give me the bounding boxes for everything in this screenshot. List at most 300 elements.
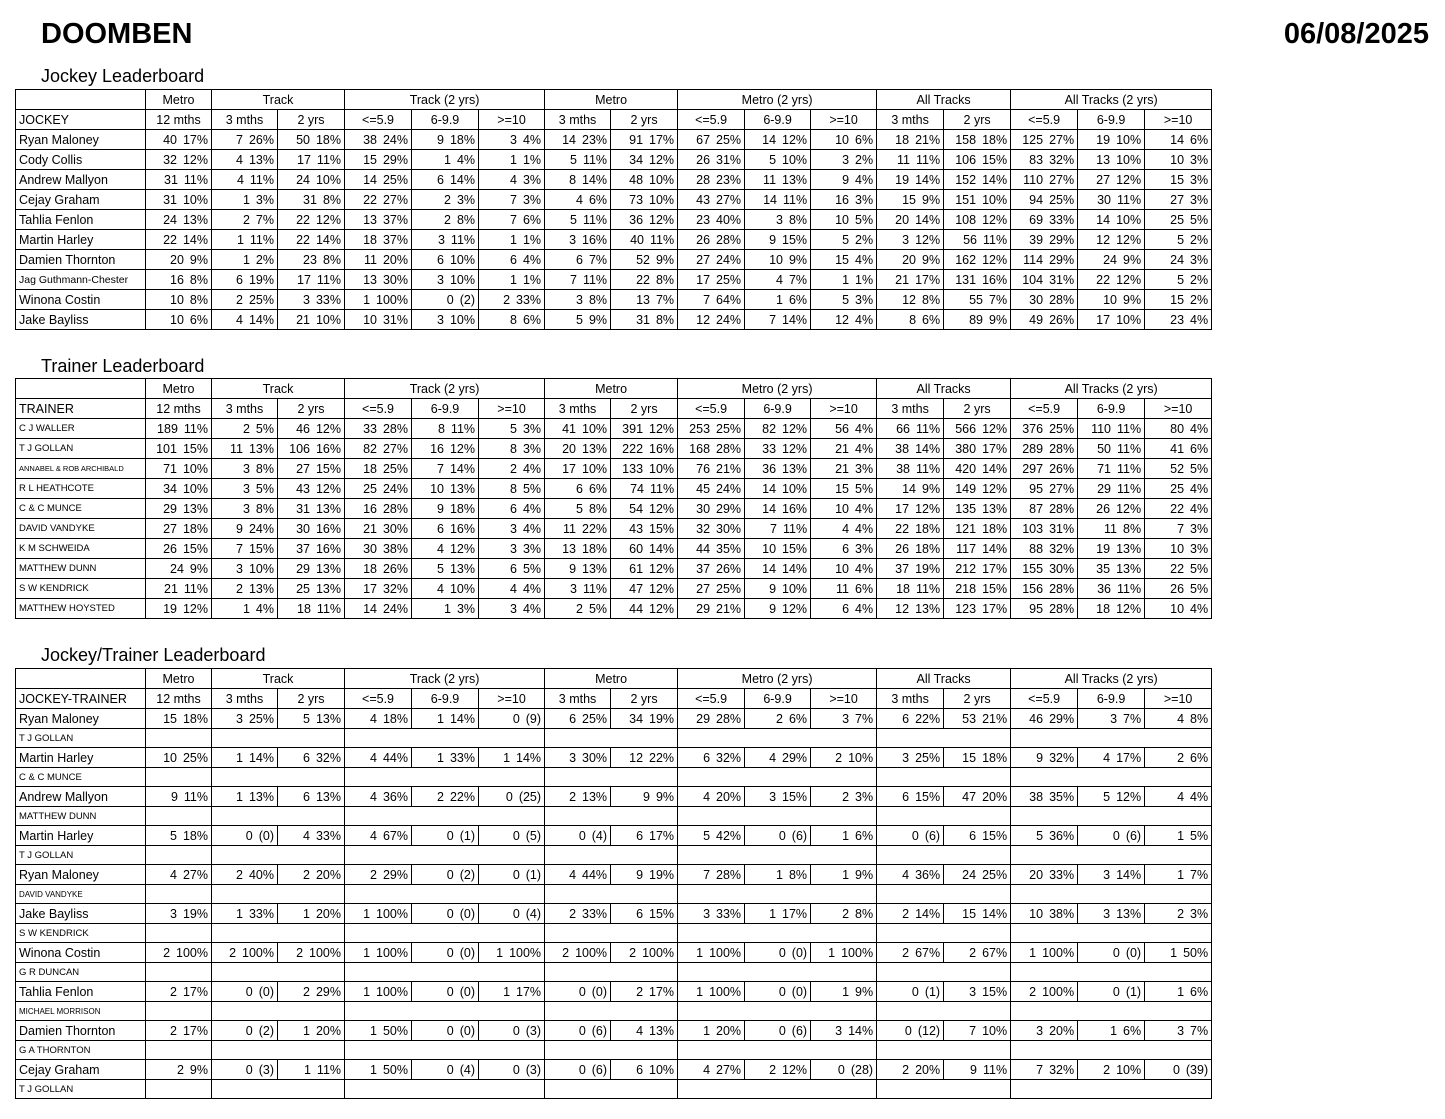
stat-count: 2 <box>443 192 451 207</box>
stat-pct: 11% <box>649 232 675 247</box>
stat-pct: 5% <box>1190 212 1209 227</box>
stat-cell <box>212 150 278 170</box>
stat-count: 155 <box>1022 561 1044 576</box>
column-header: 3 mths <box>545 110 611 130</box>
stat-cell <box>479 310 545 330</box>
venue-title: DOOMBEN <box>41 18 193 50</box>
stat-count: 25 <box>363 481 377 496</box>
stat-cell <box>212 479 278 499</box>
stat-cell <box>745 559 811 579</box>
stat-cell <box>678 439 745 459</box>
stat-count: 156 <box>1022 581 1044 596</box>
stat-pct: 15% <box>982 984 1008 999</box>
column-group-header: Metro (2 yrs) <box>678 90 877 110</box>
stat-pct: 8% <box>255 501 274 516</box>
stat-pct: 50% <box>382 1023 409 1038</box>
stat-count: 0 <box>245 984 253 999</box>
stat-count: 0 <box>1112 945 1120 960</box>
stat-pct: 13% <box>649 1023 675 1038</box>
stat-pct: 5% <box>588 601 608 616</box>
stat-cell <box>877 943 944 963</box>
stat-cell <box>745 904 811 924</box>
stat-count: 38 <box>1029 789 1044 804</box>
column-group-header: Metro (2 yrs) <box>678 669 877 689</box>
stat-cell <box>944 559 1011 579</box>
stat-count: 54 <box>629 501 644 516</box>
stat-count: 1 <box>242 601 250 616</box>
stat-count: 14 <box>762 132 777 147</box>
stat-cell <box>611 1021 678 1041</box>
stat-cell <box>944 709 1011 729</box>
stat-cell <box>745 230 811 250</box>
stat-pct: 9% <box>189 1062 208 1077</box>
stat-cell <box>1145 579 1212 599</box>
stat-count: 53 <box>962 711 977 726</box>
stat-count: 0 <box>578 984 586 999</box>
stat-cell <box>678 539 745 559</box>
jockey-leaderboard-table <box>15 89 1212 330</box>
stat-count: 7 <box>770 521 777 536</box>
stat-count: 0 <box>1112 828 1120 843</box>
stat-pct: 5% <box>1190 461 1209 476</box>
stat-pct: 8% <box>189 272 208 287</box>
stat-cell <box>278 1021 345 1041</box>
stat-count: 2 <box>969 945 977 960</box>
stat-pct: 4% <box>1190 601 1209 616</box>
empty-cell <box>212 924 345 943</box>
stat-count: 420 <box>955 461 977 476</box>
stat-cell <box>212 904 278 924</box>
stat-pct: 8% <box>588 292 608 307</box>
stat-pct: 11% <box>916 421 941 436</box>
stat-cell <box>212 230 278 250</box>
stat-pct: 5% <box>855 212 874 227</box>
stat-count: 2 <box>170 984 177 999</box>
stat-count: 2 <box>629 945 637 960</box>
stat-count: 26 <box>696 152 711 167</box>
column-header: 12 mths <box>146 689 212 709</box>
stat-count: 12 <box>696 312 711 327</box>
stat-count: 30 <box>296 521 310 536</box>
stat-pct: 6% <box>588 192 608 207</box>
stat-pct: 36% <box>1049 828 1075 843</box>
stat-count: 9 <box>437 501 444 516</box>
stat-pct: 9% <box>922 481 941 496</box>
stat-count: 12 <box>902 292 917 307</box>
stat-cell <box>745 499 811 519</box>
stat-count: 0 <box>837 1062 845 1077</box>
stat-count: 4 <box>170 867 177 882</box>
stat-pct: 4% <box>855 252 874 267</box>
stat-cell <box>212 787 278 807</box>
stat-pct: 22% <box>449 789 476 804</box>
stat-count: 104 <box>1022 272 1044 287</box>
stat-cell <box>146 579 212 599</box>
stat-count: 0 <box>245 828 253 843</box>
stat-count: 3 <box>510 521 517 536</box>
stat-cell <box>611 499 678 519</box>
stat-pct: (4) <box>459 1062 476 1077</box>
empty-cell <box>877 729 1011 748</box>
stat-cell <box>811 150 877 170</box>
stat-cell <box>1145 170 1212 190</box>
stat-count: 30 <box>363 541 377 556</box>
stat-pct: 9% <box>1123 292 1142 307</box>
stat-count: 2 <box>776 711 783 726</box>
stat-pct: (6) <box>1125 828 1142 843</box>
stat-cell <box>877 519 944 539</box>
stat-cell <box>678 499 745 519</box>
stat-count: 31 <box>636 312 650 327</box>
stat-count: 8 <box>437 421 445 436</box>
stat-count: 44 <box>696 541 711 556</box>
stat-count: 0 <box>446 984 454 999</box>
stat-cell <box>146 130 212 150</box>
stat-count: 61 <box>629 561 644 576</box>
stat-cell <box>412 250 479 270</box>
stat-pct: 4% <box>855 561 874 576</box>
jockey-name: Tahlia Fenlon <box>16 210 146 230</box>
stat-pct: (3) <box>258 1062 274 1077</box>
stat-pct: 100% <box>176 945 208 960</box>
stat-count: 376 <box>1022 421 1044 436</box>
stat-cell <box>1078 826 1145 846</box>
empty-cell <box>877 963 1011 982</box>
stat-count: 3 <box>236 711 243 726</box>
stat-count: 7 <box>437 461 444 476</box>
row-label-header: JOCKEY <box>16 110 146 130</box>
stat-cell <box>877 599 944 619</box>
stat-pct: (0) <box>459 906 476 921</box>
stat-pct: 4% <box>522 501 542 516</box>
stat-cell <box>345 130 412 150</box>
stat-pct: 100% <box>709 945 742 960</box>
stat-pct: (0) <box>258 828 274 843</box>
column-header: >=10 <box>479 399 545 419</box>
jockey-trainer-leaderboard-table <box>15 668 1212 1099</box>
stat-pct: 22% <box>582 521 608 536</box>
column-header: 3 mths <box>212 110 278 130</box>
stat-pct: 10% <box>649 192 675 207</box>
stat-count: 40 <box>163 132 177 147</box>
stat-cell <box>811 479 877 499</box>
stat-pct: 10% <box>449 581 476 596</box>
stat-count: 13 <box>363 272 377 287</box>
stat-pct: 10% <box>1116 1062 1142 1077</box>
stat-pct: 13% <box>248 152 274 167</box>
stat-cell <box>877 559 944 579</box>
trainer-name: C & C MUNCE <box>16 499 146 519</box>
stat-pct: 13% <box>315 501 342 516</box>
stat-cell <box>745 250 811 270</box>
stat-pct: 32% <box>1049 152 1075 167</box>
stat-pct: 33% <box>449 750 476 765</box>
stat-cell <box>944 943 1011 963</box>
stat-pct: 20% <box>382 252 409 267</box>
table-row <box>16 459 1212 479</box>
stat-pct: 2% <box>855 152 874 167</box>
stat-count: 1 <box>1177 867 1185 882</box>
stat-pct: 26% <box>716 561 742 576</box>
stat-count: 17 <box>297 152 311 167</box>
stat-cell <box>212 748 278 768</box>
empty-cell <box>1011 1080 1212 1099</box>
stat-count: 3 <box>1036 1023 1044 1038</box>
stat-cell <box>944 787 1011 807</box>
stat-cell <box>611 459 678 479</box>
stat-cell <box>745 479 811 499</box>
stat-pct: 10% <box>848 750 874 765</box>
stat-count: 152 <box>955 172 977 187</box>
stat-pct: 17% <box>182 984 208 999</box>
stat-cell <box>611 1060 678 1080</box>
jockey-trainer-leaderboard-title: Jockey/Trainer Leaderboard <box>41 645 266 665</box>
stat-count: 2 <box>835 750 843 765</box>
stat-pct: 21% <box>982 711 1008 726</box>
stat-count: 2 <box>303 867 310 882</box>
stat-count: 1 <box>828 945 836 960</box>
stat-count: 7 <box>703 292 711 307</box>
stat-pct: (0) <box>591 984 608 999</box>
stat-cell <box>1145 310 1212 330</box>
stat-pct: 11% <box>1117 441 1142 456</box>
stat-cell <box>345 290 412 310</box>
stat-count: 4 <box>703 1062 711 1077</box>
stat-pct: 16% <box>782 501 808 516</box>
stat-count: 0 <box>911 984 919 999</box>
stat-cell <box>146 479 212 499</box>
stat-count: 1 <box>1110 1023 1118 1038</box>
stat-cell <box>479 748 545 768</box>
stat-pct: 31% <box>716 152 742 167</box>
stat-count: 27 <box>163 521 177 536</box>
stat-count: 0 <box>778 828 786 843</box>
stat-pct: 4% <box>522 252 542 267</box>
empty-cell <box>146 846 212 865</box>
stat-count: 151 <box>955 192 977 207</box>
stat-pct: 19% <box>649 711 675 726</box>
column-header-row <box>16 689 1212 709</box>
empty-cell <box>212 768 345 787</box>
stat-cell <box>479 826 545 846</box>
column-group-header: All Tracks (2 yrs) <box>1011 90 1212 110</box>
stat-cell <box>678 982 745 1002</box>
column-header: <=5.9 <box>1011 689 1078 709</box>
stat-count: 106 <box>955 152 977 167</box>
stat-count: 1 <box>236 750 243 765</box>
stat-count: 11 <box>763 172 777 187</box>
stat-cell <box>877 439 944 459</box>
stat-count: 2 <box>842 906 850 921</box>
stat-pct: 28% <box>716 232 742 247</box>
stat-count: 15 <box>835 481 850 496</box>
stat-pct: 14% <box>915 441 941 456</box>
stat-pct: 28% <box>716 711 742 726</box>
stat-cell <box>944 826 1011 846</box>
stat-count: 3 <box>1103 906 1111 921</box>
stat-count: 0 <box>446 945 454 960</box>
stat-pct: 11% <box>1117 461 1142 476</box>
stat-count: 24 <box>170 561 184 576</box>
stat-cell <box>745 599 811 619</box>
stat-pct: (4) <box>525 906 542 921</box>
stat-pct: 33% <box>315 828 342 843</box>
stat-pct: 64% <box>716 292 742 307</box>
stat-cell <box>811 982 877 1002</box>
stat-count: 18 <box>1096 601 1111 616</box>
stat-pct: 11% <box>316 601 342 616</box>
stat-cell <box>877 479 944 499</box>
stat-cell <box>146 519 212 539</box>
stat-count: 0 <box>446 906 454 921</box>
stat-count: 7 <box>236 132 243 147</box>
stat-count: 22 <box>1170 501 1185 516</box>
jockey-name: Martin Harley <box>16 230 146 250</box>
stat-cell <box>678 1021 745 1041</box>
empty-cell <box>877 1080 1011 1099</box>
stat-cell <box>479 290 545 310</box>
stat-cell <box>1145 519 1212 539</box>
stat-cell <box>479 787 545 807</box>
stat-count: 22 <box>163 232 177 247</box>
stat-cell <box>1011 210 1078 230</box>
stat-pct: 10% <box>449 272 476 287</box>
stat-pct: 26% <box>1049 312 1075 327</box>
stat-count: 3 <box>510 132 517 147</box>
stat-pct: 20% <box>315 867 342 882</box>
empty-cell <box>345 963 545 982</box>
stat-count: 18 <box>363 232 377 247</box>
stat-count: 11 <box>836 581 850 596</box>
stat-count: 218 <box>955 581 977 596</box>
empty-cell <box>212 1041 345 1060</box>
stat-count: 0 <box>446 1023 454 1038</box>
stat-pct: 3% <box>855 461 874 476</box>
stat-pct: 9% <box>189 561 208 576</box>
stat-pct: 7% <box>989 292 1008 307</box>
stat-count: 3 <box>236 561 243 576</box>
column-header: 6-9.9 <box>412 399 479 419</box>
table-row <box>16 290 1212 310</box>
stat-cell <box>545 419 611 439</box>
stat-count: 4 <box>303 828 310 843</box>
group-header-row <box>16 669 1212 689</box>
stat-cell <box>944 170 1011 190</box>
stat-pct: 14% <box>449 711 476 726</box>
stat-count: 3 <box>242 501 250 516</box>
stat-cell <box>345 190 412 210</box>
stat-pct: 28% <box>1049 292 1075 307</box>
stat-count: 2 <box>636 984 644 999</box>
stat-pct: 11% <box>782 192 808 207</box>
stat-pct: 10% <box>582 421 608 436</box>
stat-count: 1 <box>842 272 850 287</box>
stat-pct: 4% <box>855 312 874 327</box>
stat-cell <box>412 826 479 846</box>
stat-cell <box>479 599 545 619</box>
empty-cell <box>345 807 545 826</box>
stat-pct: 23% <box>582 132 608 147</box>
column-header: <=5.9 <box>345 399 412 419</box>
stat-pct: 6% <box>1123 1023 1142 1038</box>
stat-cell <box>1011 479 1078 499</box>
stat-count: 43 <box>629 521 644 536</box>
stat-count: 133 <box>622 461 644 476</box>
stat-count: 15 <box>363 152 377 167</box>
stat-count: 0 <box>512 711 520 726</box>
stat-pct: 12% <box>1116 172 1142 187</box>
stat-pct: 13% <box>582 789 608 804</box>
stat-pct: 18% <box>982 521 1008 536</box>
stat-pct: 12% <box>649 581 675 596</box>
stat-cell <box>877 904 944 924</box>
stat-count: 18 <box>297 601 311 616</box>
stat-cell <box>278 579 345 599</box>
stat-pct: 8% <box>1190 711 1209 726</box>
stat-pct: 4% <box>522 521 542 536</box>
stat-pct: 12% <box>1116 501 1142 516</box>
stat-count: 2 <box>242 212 250 227</box>
empty-cell <box>1011 1002 1212 1021</box>
stat-count: 222 <box>622 441 644 456</box>
stat-count: 1 <box>303 906 310 921</box>
stat-count: 56 <box>963 232 977 247</box>
stat-cell <box>545 250 611 270</box>
stat-count: 25 <box>1170 481 1185 496</box>
column-header: <=5.9 <box>345 689 412 709</box>
stat-count: 289 <box>1022 441 1044 456</box>
stat-cell <box>412 230 479 250</box>
table-row <box>16 210 1212 230</box>
stat-count: 5 <box>769 152 777 167</box>
stat-cell <box>1078 419 1145 439</box>
stat-count: 1 <box>363 906 371 921</box>
stat-cell <box>545 459 611 479</box>
stat-pct: 18% <box>449 501 476 516</box>
stat-count: 1 <box>1177 828 1185 843</box>
stat-count: 2 <box>370 867 377 882</box>
stat-count: 1 <box>696 945 704 960</box>
stat-count: 52 <box>636 252 650 267</box>
stat-pct: (2) <box>459 867 476 882</box>
stat-cell <box>611 559 678 579</box>
empty-cell <box>678 885 877 904</box>
stat-pct: 3% <box>522 172 542 187</box>
stat-count: 69 <box>1029 212 1044 227</box>
stat-pct: 12% <box>782 441 808 456</box>
stat-pct: 31% <box>1049 272 1075 287</box>
column-header: <=5.9 <box>678 110 745 130</box>
stat-count: 4 <box>842 521 850 536</box>
stat-pct: 13% <box>915 601 941 616</box>
stat-cell <box>278 904 345 924</box>
stat-count: 6 <box>902 711 910 726</box>
stat-pct: 6% <box>522 312 542 327</box>
stat-cell <box>146 599 212 619</box>
stat-cell <box>877 310 944 330</box>
stat-pct: 12% <box>982 212 1008 227</box>
stat-pct: 25% <box>716 581 742 596</box>
empty-cell <box>678 924 877 943</box>
stat-cell <box>811 559 877 579</box>
stat-cell <box>1078 787 1145 807</box>
stat-cell <box>146 982 212 1002</box>
table-row <box>16 499 1212 519</box>
stat-count: 4 <box>370 789 377 804</box>
stat-count: 566 <box>955 421 977 436</box>
empty-cell <box>545 768 678 787</box>
stat-cell <box>479 459 545 479</box>
